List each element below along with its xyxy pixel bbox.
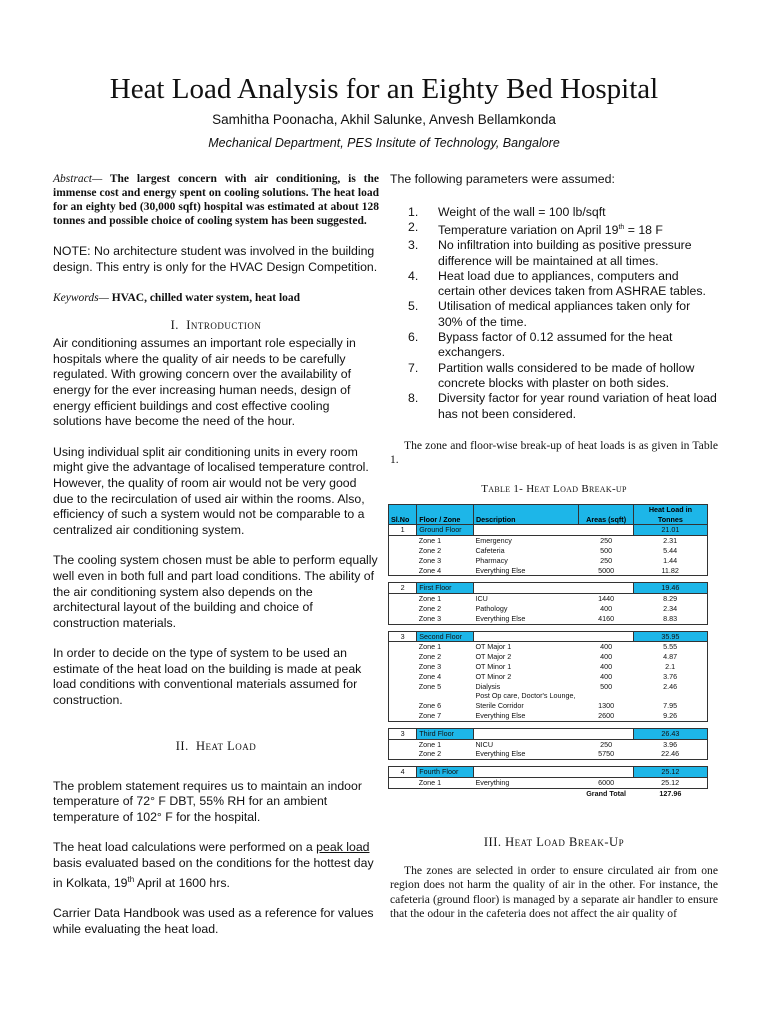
table-cell	[389, 711, 417, 721]
table-cell	[389, 624, 417, 631]
parameter-number: 8.	[408, 391, 419, 406]
zone-area: 400	[600, 652, 613, 662]
zone-name: Zone 1	[418, 536, 442, 546]
table-header-cell: Floor / Zone	[417, 504, 474, 525]
zone-name: Zone 3	[418, 662, 442, 671]
table-cell	[389, 749, 417, 759]
table-row	[389, 739, 708, 749]
zone-load: 5.55	[633, 642, 707, 652]
table-cell	[579, 576, 633, 583]
parameter-number: 2.	[408, 219, 419, 234]
table-row	[389, 777, 708, 788]
zone-name: Zone 3	[417, 614, 474, 624]
zone-description: Everything Else	[473, 614, 578, 624]
table-spacer-row	[389, 721, 708, 728]
table-row	[389, 672, 708, 682]
floor-number: 1	[389, 525, 417, 536]
table-cell	[579, 525, 633, 536]
table-cell	[473, 788, 578, 798]
table-row	[389, 662, 708, 672]
zone-name: Zone 2	[418, 652, 442, 662]
zone-area: 1440	[598, 594, 615, 604]
table-cell	[389, 721, 417, 728]
parameter-number: 5.	[408, 299, 419, 314]
table-cell	[389, 691, 417, 701]
table-cell	[389, 536, 417, 546]
table-cell	[633, 760, 707, 767]
table-cell	[579, 721, 633, 728]
table-row	[389, 701, 708, 711]
section-heading-introduction: I. Introduction	[170, 318, 262, 333]
table-header-cell: Heat Load in Tonnes	[633, 504, 707, 525]
intro-paragraph-3: The cooling system chosen must be able to perform equally well even in both full and part load conditions. The ability of the air conditioning system also depends on the architectural layout of the building and choice of construction materials.	[53, 553, 378, 630]
table-cell	[389, 556, 417, 566]
zone-description: Sterile Corridor	[475, 701, 524, 711]
zone-load: 7.95	[633, 701, 707, 711]
zone-area: 400	[600, 662, 613, 671]
zone-name: Zone 6	[418, 701, 442, 711]
grand-total-row	[389, 788, 708, 798]
parameter-text: Weight of the wall = 100 lb/sqft	[438, 204, 606, 219]
zone-name: Zone 2	[417, 749, 474, 759]
table-cell	[417, 788, 474, 798]
table-cell	[579, 728, 633, 739]
zone-area: 5000	[579, 566, 633, 576]
table-row	[389, 614, 708, 624]
heat-load-paragraph-3: Carrier Data Handbook was used as a reference for values while evaluating the heat load.	[53, 906, 374, 936]
zone-area: 5750	[579, 749, 633, 759]
zone-area: 500	[600, 546, 613, 556]
table-row	[389, 556, 708, 566]
zone-name: Zone 3	[418, 555, 442, 565]
zone-area: 2600	[579, 711, 633, 721]
table-row	[389, 691, 708, 701]
zone-description: OT Minor 2	[475, 671, 512, 681]
table-cell	[389, 566, 417, 576]
zone-name	[417, 691, 474, 701]
table-cell	[389, 777, 417, 788]
zone-load: 2.1	[633, 662, 707, 672]
zone-description: Everything Else	[473, 711, 578, 721]
zone-load: 4.87	[633, 652, 707, 662]
floor-name: First Floor	[417, 583, 474, 594]
abstract	[53, 172, 379, 228]
zone-load: 9.26	[633, 711, 707, 721]
floor-total: 35.95	[633, 631, 707, 642]
parameter-list	[390, 205, 718, 422]
parameter-number: 1.	[408, 204, 419, 219]
table-cell	[579, 624, 633, 631]
zone-load: 1.44	[633, 556, 707, 566]
intro-paragraph-1: Air conditioning assumes an important role especially in hospitals where the quality of air needs to be carefully regulated. With growing concern over the availability of energy for the ever increasing human needs, design of energy efficient buildings and cost effective cooling solutions have become the need of the hour.	[53, 336, 356, 429]
zone-load: 2.34	[633, 604, 707, 614]
table-cell	[473, 767, 578, 778]
zone-description: Pharmacy	[475, 555, 508, 565]
table-cell	[389, 604, 417, 614]
table-cell	[473, 624, 578, 631]
zone-description: Everything Else	[473, 749, 578, 759]
table-row	[389, 536, 708, 546]
parameters-intro: The following parameters were assumed:	[390, 172, 615, 186]
paper-title: Heat Load Analysis for an Eighty Bed Hospital	[109, 73, 659, 105]
note: NOTE: No architecture student was involved in the building design. This entry is only for the HVAC Design Competition.	[53, 244, 378, 274]
zone-area: 6000	[579, 777, 633, 788]
table-cell	[473, 721, 578, 728]
table-cell	[473, 728, 578, 739]
zone-load: 8.29	[633, 594, 707, 604]
parameter-item	[390, 205, 718, 220]
table-cell	[473, 631, 578, 642]
floor-name: Third Floor	[417, 728, 474, 739]
parameter-item	[390, 361, 718, 392]
author-list: Samhitha Poonacha, Akhil Salunke, Anvesh Bellamkonda	[212, 112, 556, 127]
heat-load-table	[388, 504, 708, 799]
parameter-text: Partition walls considered to be made of hollow concrete blocks with plaster on both sides.	[438, 360, 695, 390]
zone-description: Cafeteria	[475, 546, 505, 556]
table-cell	[579, 583, 633, 594]
parameter-text: No infiltration into building as positive pressure difference will be maintained at all times.	[438, 238, 692, 268]
table-spacer-row	[389, 624, 708, 631]
section-heading-breakup: III. Heat Load Break-Up	[483, 834, 625, 849]
zone-area: 250	[600, 536, 613, 546]
zone-load: 8.83	[633, 614, 707, 624]
table-cell	[417, 624, 474, 631]
floor-total: 25.12	[633, 767, 707, 778]
zone-area: 400	[600, 671, 613, 681]
zone-load: 25.12	[633, 777, 707, 788]
zone-area: 400	[600, 642, 613, 652]
zone-area: 400	[600, 604, 613, 614]
zone-name: Zone 1	[418, 594, 442, 604]
zone-name: Zone 5	[418, 681, 442, 691]
zone-load: 11.82	[633, 566, 707, 576]
table-cell	[633, 721, 707, 728]
table-header-cell: Sl.No	[389, 504, 417, 525]
floor-name: Fourth Floor	[417, 767, 474, 778]
zone-load: 2.46	[633, 682, 707, 692]
keywords-text: HVAC, chilled water system, heat load	[108, 292, 301, 305]
peak-load-link[interactable]: peak load	[316, 840, 370, 855]
parameter-text: Utilisation of medical appliances taken only for 30% of the time.	[438, 299, 691, 329]
parameter-number: 6.	[408, 330, 419, 345]
grand-total-value: 127.96	[659, 788, 682, 798]
table-header-cell: Areas (sqft)	[579, 504, 633, 525]
table-row	[389, 652, 708, 662]
parameter-text: Temperature variation on April 19th = 18 F	[438, 222, 663, 237]
zone-name: Zone 1	[417, 777, 474, 788]
zone-area: 500	[600, 681, 613, 691]
table-cell	[389, 642, 417, 652]
table-caption: Table 1- Heat Load Break-up	[481, 482, 627, 495]
zone-description: OT Minor 1	[475, 662, 512, 671]
table-cell	[579, 760, 633, 767]
parameter-item	[390, 299, 718, 330]
zone-name: Zone 4	[418, 671, 442, 681]
affiliation: Mechanical Department, PES Insitute of Technology, Bangalore	[208, 136, 560, 150]
table-cell	[389, 546, 417, 556]
keywords	[53, 291, 379, 305]
keywords-label: Keywords—	[53, 292, 109, 305]
table-cell	[633, 576, 707, 583]
zone-name: Zone 1	[418, 739, 442, 749]
parameter-item	[390, 391, 718, 422]
zone-description: Pathology	[475, 604, 508, 614]
zone-load	[633, 691, 707, 701]
table-cell	[579, 631, 633, 642]
parameter-number: 7.	[408, 360, 419, 375]
parameter-item	[390, 220, 718, 238]
zone-name: Zone 4	[417, 566, 474, 576]
table-cell	[579, 767, 633, 778]
table-cell	[389, 576, 417, 583]
left-column	[53, 172, 379, 938]
parameter-item	[390, 330, 718, 361]
right-column	[390, 172, 718, 922]
floor-number: 2	[389, 583, 417, 594]
table-cell	[473, 525, 578, 536]
zone-description: OT Major 1	[475, 642, 512, 652]
zone-load: 3.76	[633, 672, 707, 682]
zone-description: ICU	[475, 594, 488, 604]
table-row	[389, 642, 708, 652]
table-spacer-row	[389, 576, 708, 583]
heat-load-paragraph-2: The heat load calculations were performed on a peak load basis evaluated based on the conditions for the hottest day in Kolkata, 19th April at 1600 hrs.	[53, 840, 374, 890]
abstract-label: Abstract—	[53, 173, 103, 185]
heat-load-paragraph-1: The problem statement requires us to maintain an indoor temperature of 72° F DBT, 55% RH for an ambient temperature of 102° F for the hospital.	[53, 778, 362, 824]
grand-total-label: Grand Total	[586, 788, 627, 798]
zone-breakup-text: The zone and floor-wise break-up of heat loads is as given in Table 1.	[390, 438, 718, 467]
table-row	[389, 682, 708, 692]
parameter-item	[390, 269, 718, 300]
table-row	[389, 546, 708, 556]
zone-description: NICU	[475, 739, 494, 749]
table-cell	[473, 583, 578, 594]
parameter-number: 3.	[408, 238, 419, 253]
table-floor-row	[389, 583, 708, 594]
table-cell	[473, 576, 578, 583]
table-cell	[389, 614, 417, 624]
table-row	[389, 594, 708, 604]
table-spacer-row	[389, 760, 708, 767]
breakup-paragraph: The zones are selected in order to ensure circulated air from one region does not harm the quality of air in the other. For instance, the cafeteria (ground floor) is managed by a separate air handler to ensure that the odour in the cafeteria does not affect the air quality of	[390, 863, 718, 921]
table-cell	[389, 662, 417, 672]
table-cell	[389, 739, 417, 749]
table-header-row	[389, 504, 708, 525]
intro-paragraph-4: In order to decide on the type of system to be used an estimate of the heat load on the building is made at peak load conditions with conventional materials assumed for construction.	[53, 646, 362, 708]
zone-name: Zone 2	[418, 546, 442, 556]
zone-load: 2.31	[633, 536, 707, 546]
zone-area: 250	[600, 555, 613, 565]
zone-description: OT Major 2	[475, 652, 512, 662]
floor-number: 3	[389, 631, 417, 642]
zone-area	[579, 691, 633, 701]
abstract-text: The largest concern with air conditioning, is the immense cost and energy spent on cooling solutions. The heat load for an eighty bed (30,000 sqft) hospital was estimated at about 128 tonnes and possible choice of cooling system has been suggested.	[53, 173, 379, 227]
table-cell	[389, 701, 417, 711]
intro-paragraph-2: Using individual split air conditioning units in every room might give the advantage of localised temperature control. However, the quality of room air would not be very good due to the recirculation of used air within the rooms. Also, efficiency of such a system would not be comparable to a centralized air conditioning system.	[53, 444, 369, 537]
table-cell	[417, 576, 474, 583]
parameter-number: 4.	[408, 268, 419, 283]
zone-description: Emergency	[475, 536, 512, 546]
table-cell	[389, 788, 417, 798]
zone-name: Zone 7	[417, 711, 474, 721]
table-floor-row	[389, 525, 708, 536]
zone-load: 5.44	[633, 546, 707, 556]
parameter-text: Diversity factor for year round variation of heat load has not been considered.	[438, 391, 717, 421]
table-cell	[389, 682, 417, 692]
table-cell	[389, 594, 417, 604]
table-floor-row	[389, 728, 708, 739]
zone-name: Zone 1	[418, 642, 442, 652]
parameter-item	[390, 238, 718, 269]
table-floor-row	[389, 631, 708, 642]
table-cell	[389, 760, 417, 767]
table-cell	[389, 672, 417, 682]
zone-description: Everything	[473, 777, 578, 788]
zone-description: Everything Else	[473, 566, 578, 576]
floor-name: Ground Floor	[417, 525, 474, 536]
floor-number: 3	[389, 728, 417, 739]
table-row	[389, 566, 708, 576]
table-floor-row	[389, 767, 708, 778]
zone-load: 22.46	[633, 749, 707, 759]
table-cell	[417, 760, 474, 767]
zone-description: Dialysis	[475, 681, 501, 691]
table-cell	[633, 624, 707, 631]
floor-total: 26.43	[633, 728, 707, 739]
table-row	[389, 711, 708, 721]
parameter-text: Bypass factor of 0.12 assumed for the heat exchangers.	[438, 330, 673, 360]
section-heading-heat-load: II. Heat Load	[175, 738, 257, 753]
zone-description: Post Op care, Doctor's Lounge,	[475, 691, 576, 701]
zone-name: Zone 2	[418, 604, 442, 614]
zone-load: 3.96	[633, 739, 707, 749]
floor-name: Second Floor	[417, 631, 474, 642]
table-cell	[417, 721, 474, 728]
table-header-cell: Description	[473, 504, 578, 525]
zone-area: 250	[600, 739, 613, 749]
table-row	[389, 604, 708, 614]
zone-area: 4160	[579, 614, 633, 624]
floor-number: 4	[389, 767, 417, 778]
table-row	[389, 749, 708, 759]
parameter-text: Heat load due to appliances, computers and certain other devices taken from ASHRAE tables.	[438, 268, 706, 299]
table-cell	[473, 760, 578, 767]
floor-total: 21.01	[633, 525, 707, 536]
table-cell	[389, 652, 417, 662]
floor-total: 19.46	[633, 583, 707, 594]
zone-area: 1300	[598, 701, 615, 711]
